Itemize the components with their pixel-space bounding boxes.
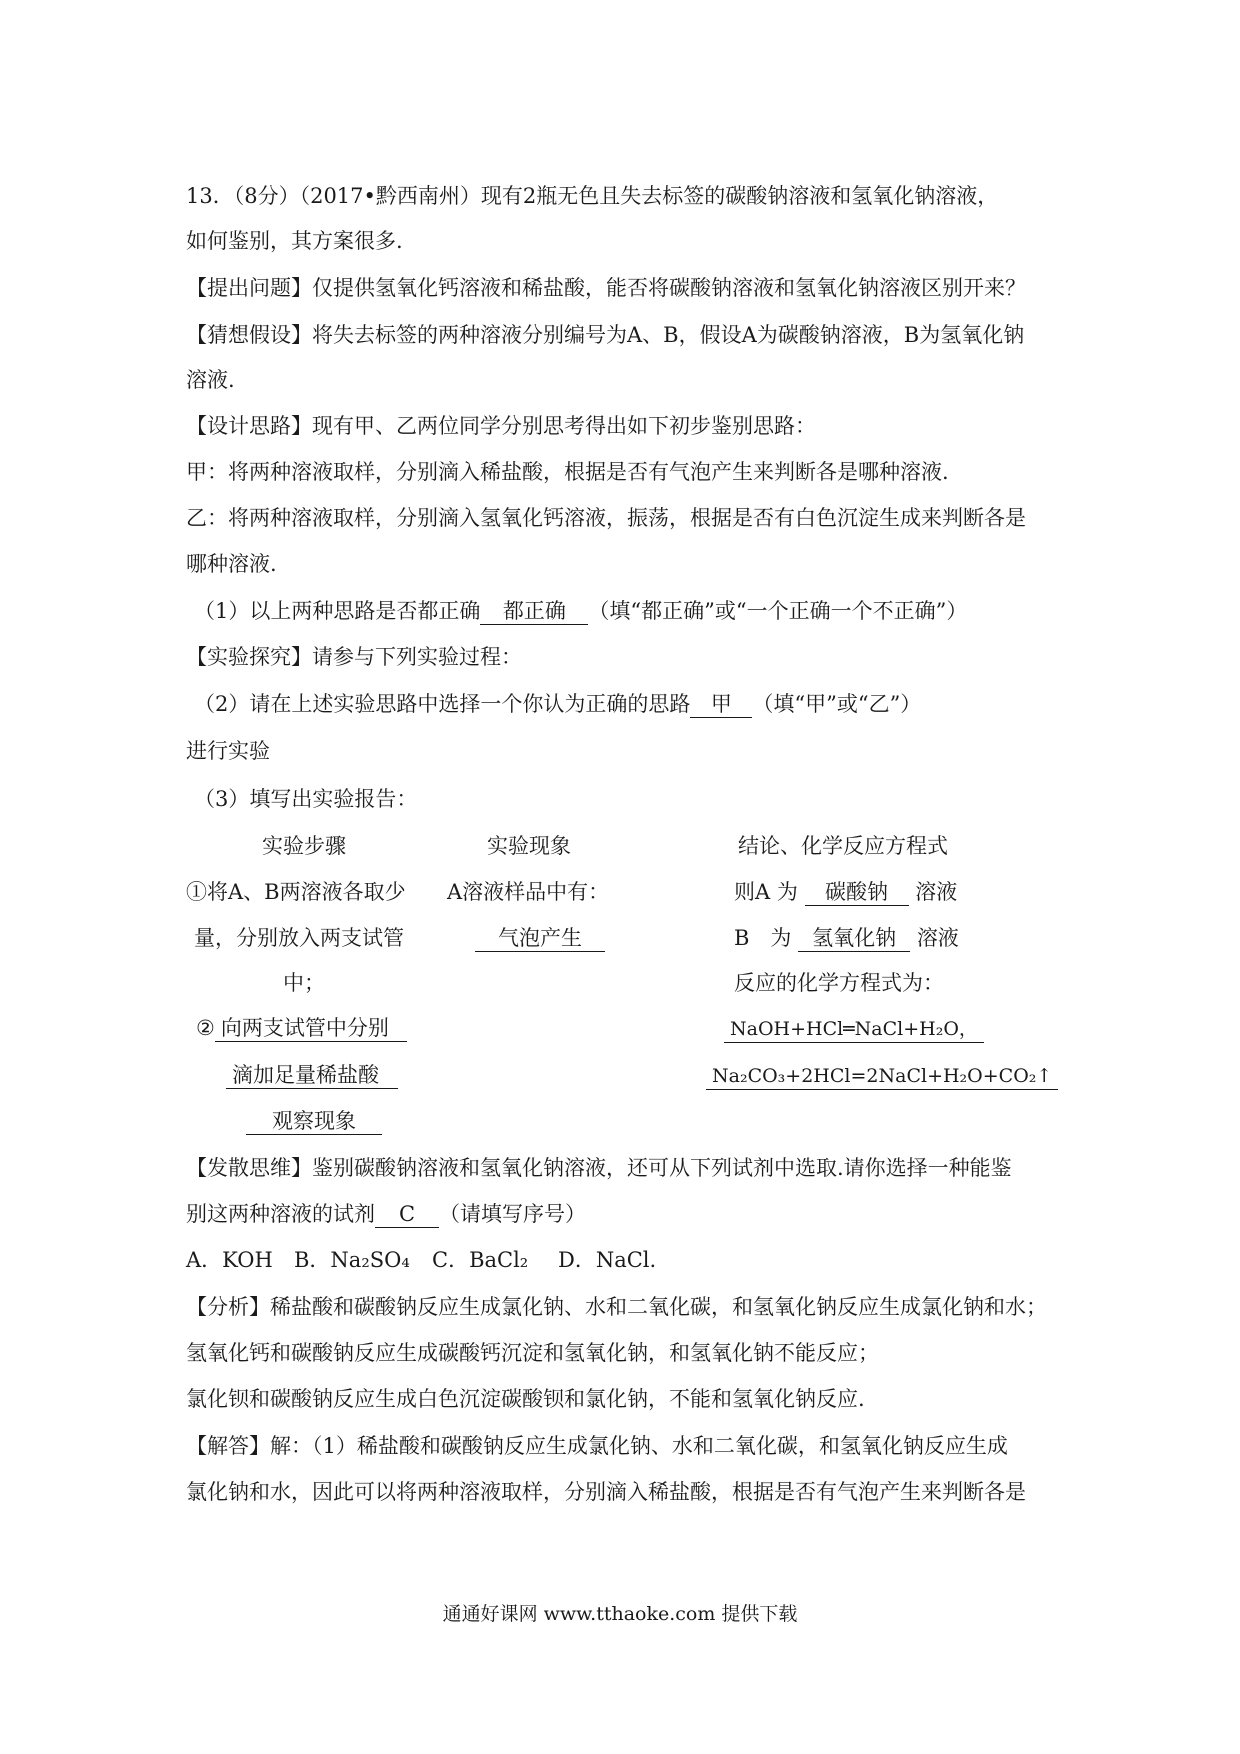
question-2-line-2: 进行实验 (186, 739, 270, 763)
step-1-line-2: 量，分别放入两支试管 (194, 926, 404, 950)
step-1-line-1: ①将A、B两溶液各取少 (186, 880, 406, 904)
solution-line-2: 氯化钠和水，因此可以将两种溶液取样，分别滴入稀盐酸，根据是否有气泡产生来判断各是 (186, 1480, 1026, 1504)
table-header-conclusion: 结论、化学反应方程式 (738, 834, 948, 858)
option-b: B．Na₂SO₄ (294, 1248, 410, 1272)
conclusion-b (734, 923, 959, 953)
q2-prefix: （2）请在上述实验思路中选择一个你认为正确的思路 (194, 692, 691, 716)
page-footer: 通通好课网 www.tthaoke.com 提供下载 (442, 1603, 798, 1625)
solution-line-1: 【解答】解：（1）稀盐酸和碳酸钠反应生成氯化钠、水和二氧化碳，和氢氧化钠反应生成 (186, 1434, 1008, 1458)
question-2 (194, 689, 921, 719)
conclusion-a-suffix: 溶液 (915, 880, 958, 904)
diverge-line-2 (186, 1199, 586, 1229)
analysis-line-1: 【分析】稀盐酸和碳酸钠反应生成氯化钠、水和二氧化碳，和氢氧化钠反应生成氯化钠和水； (186, 1295, 1047, 1319)
diverge-prefix: 别这两种溶液的试剂 (186, 1202, 375, 1226)
step-2-answer-1: 向两支试管中分别 (215, 1015, 407, 1042)
q2-suffix: （填“甲”或“乙”） (752, 692, 922, 716)
option-a: A．KOH (186, 1248, 273, 1272)
design-paragraph: 【设计思路】现有甲、乙两位同学分别思考得出如下初步鉴别思路： (186, 414, 816, 438)
equation-1-wrap (724, 1013, 984, 1043)
conclusion-b-prefix: B 为 (734, 926, 792, 950)
phenomenon-answer-wrap (475, 923, 605, 953)
problem-paragraph: 【提出问题】仅提供氢氧化钙溶液和稀盐酸，能否将碳酸钠溶液和氢氧化钠溶液区别开来？ (186, 276, 1026, 300)
step-1-line-3: 中； (283, 971, 325, 995)
table-header-phenomenon: 实验现象 (487, 834, 571, 858)
question-3: （3）填写出实验报告： (194, 787, 418, 811)
step-2-answer-3: 观察现象 (246, 1108, 382, 1135)
table-header-steps: 实验步骤 (262, 834, 346, 858)
question-line-1: 13．（8分）（2017•黔西南州）现有2瓶无色且失去标签的碳酸钠溶液和氢氧化钠溶液， (186, 184, 999, 208)
q1-answer: 都正确 (480, 598, 588, 625)
question-1 (194, 596, 967, 626)
hypothesis-line-1: 【猜想假设】将失去标签的两种溶液分别编号为A、B，假设A为碳酸钠溶液，B为氢氧化钠 (186, 323, 1025, 347)
options-row (186, 1245, 656, 1275)
step-2-number: ② (196, 1016, 215, 1040)
conclusion-a (734, 877, 957, 907)
analysis-line-3: 氯化钡和碳酸钠反应生成白色沉淀碳酸钡和氯化钠，不能和氢氧化钠反应. (186, 1387, 865, 1411)
plan-yi-line-1: 乙：将两种溶液取样，分别滴入氢氧化钙溶液，振荡，根据是否有白色沉淀生成来判断各是 (186, 506, 1026, 530)
step-2-line-3-wrap (246, 1106, 382, 1136)
option-d: D．NaCl. (558, 1248, 657, 1272)
step-2-line-1 (196, 1013, 407, 1043)
plan-yi-line-2: 哪种溶液. (186, 552, 277, 576)
option-c: C．BaCl₂ (432, 1248, 529, 1272)
conclusion-a-prefix: 则A 为 (734, 880, 798, 904)
diverge-line-1: 【发散思维】鉴别碳酸钠溶液和氢氧化钠溶液，还可从下列试剂中选取.请你选择一种能鉴 (186, 1156, 1012, 1180)
step-2-answer-2: 滴加足量稀盐酸 (226, 1062, 398, 1089)
hypothesis-line-2: 溶液. (186, 368, 235, 392)
q2-answer: 甲 (690, 691, 752, 718)
phenomenon-label: A溶液样品中有： (447, 880, 610, 904)
conclusion-b-answer: 氢氧化钠 (798, 925, 910, 952)
diverge-suffix: （请填写序号） (439, 1202, 586, 1226)
step-2-line-2-wrap (226, 1060, 398, 1090)
q1-prefix: （1）以上两种思路是否都正确 (194, 599, 481, 623)
explore-heading: 【实验探究】请参与下列实验过程： (186, 645, 522, 669)
diverge-answer: C (375, 1201, 439, 1228)
question-line-2: 如何鉴别，其方案很多. (186, 229, 403, 253)
phenomenon-answer: 气泡产生 (475, 925, 605, 952)
plan-jia: 甲：将两种溶液取样，分别滴入稀盐酸，根据是否有气泡产生来判断各是哪种溶液. (186, 460, 949, 484)
analysis-line-2: 氢氧化钙和碳酸钠反应生成碳酸钙沉淀和氢氧化钠，和氢氧化钠不能反应； (186, 1341, 879, 1365)
equation-2-wrap (706, 1060, 1058, 1090)
q1-suffix: （填“都正确”或“一个正确一个不正确”） (588, 599, 968, 623)
conclusion-a-answer: 碳酸钠 (805, 879, 909, 906)
equation-1: NaOH+HCl═NaCl+H₂O， (724, 1016, 984, 1043)
equation-label: 反应的化学方程式为： (734, 971, 944, 995)
conclusion-b-suffix: 溶液 (916, 926, 959, 950)
equation-2: Na₂CO₃+2HCl=2NaCl+H₂O+CO₂↑ (706, 1063, 1058, 1090)
